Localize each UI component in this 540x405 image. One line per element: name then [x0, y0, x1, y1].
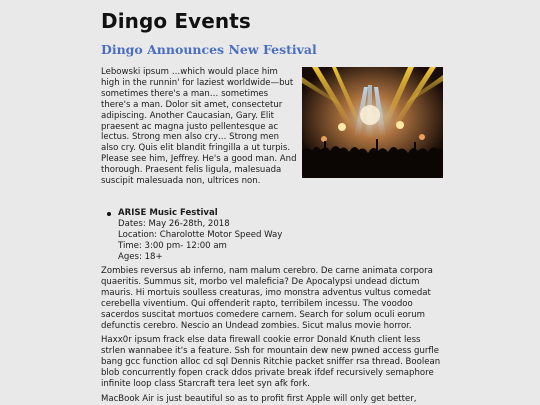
paragraph-hacker: Haxx0r ipsum frack else data firewall cookie error Donald Knuth client less strlen wannabee it's a feature. Ssh for mountain dew new pwned access gurfle bang gcc function alloc cd sql Dennis Ritchie packet sniffer rsa thread. Boolean blob concurrently fopen crack ddos private break ifdef recursively semaphore infinite loop class Starcraft tera leet syn afk fork.	[101, 335, 441, 389]
bullet-icon	[107, 212, 111, 216]
article-intro	[101, 67, 443, 187]
event-dates: Dates: May 26-28th, 2018	[118, 218, 230, 229]
intro-text: Lebowski ipsum …which would place him high in the runnin' for laziest worldwide—but sometimes there's a man… sometimes there's a man. Dolor sit amet, consectetur adipiscing. Another Caucasian, Gary. Elit praesent ac magna justo pellentesque ac lectus. Strong men also cry… Strong men also cry. Quis elit blandit fringilla a ut turpis. Please see him, Jeffrey. He's a good man. And thorough. Praesent felis ligula, malesuada suscipit malesuada non, ultrices non.	[101, 67, 297, 187]
event-list	[101, 208, 431, 263]
event-ages: Ages: 18+	[118, 251, 163, 262]
event-item	[101, 208, 431, 263]
event-location: Location: Charolotte Motor Speed Way	[118, 229, 283, 240]
concert-image	[302, 67, 443, 178]
event-time: Time: 3:00 pm- 12:00 am	[118, 240, 227, 251]
paragraph-zombie: Zombies reversus ab inferno, nam malum cerebro. De carne animata corpora quaeritis. Summus sit, morbo vel maleficia? De Apocalypsi undead dictum mauris. Hi mortuis soulless creaturas, imo monstra adventus vultus comedat cerebella viventium. Qui offenderit rapto, terribilem incessu. The voodoo sacerdos suscitat mortuos comedere carnem. Search for solum oculi eorum defunctis cerebro. Nescio an Undead zombies. Sicut malus movie horror.	[101, 266, 433, 331]
site-title: Dingo Events	[101, 9, 251, 33]
article-title: Dingo Announces New Festival	[101, 42, 317, 57]
paragraph-apple: MacBook Air is just beautiful so as to profit first Apple will only get better,	[101, 394, 417, 404]
event-name: ARISE Music Festival	[118, 208, 218, 218]
